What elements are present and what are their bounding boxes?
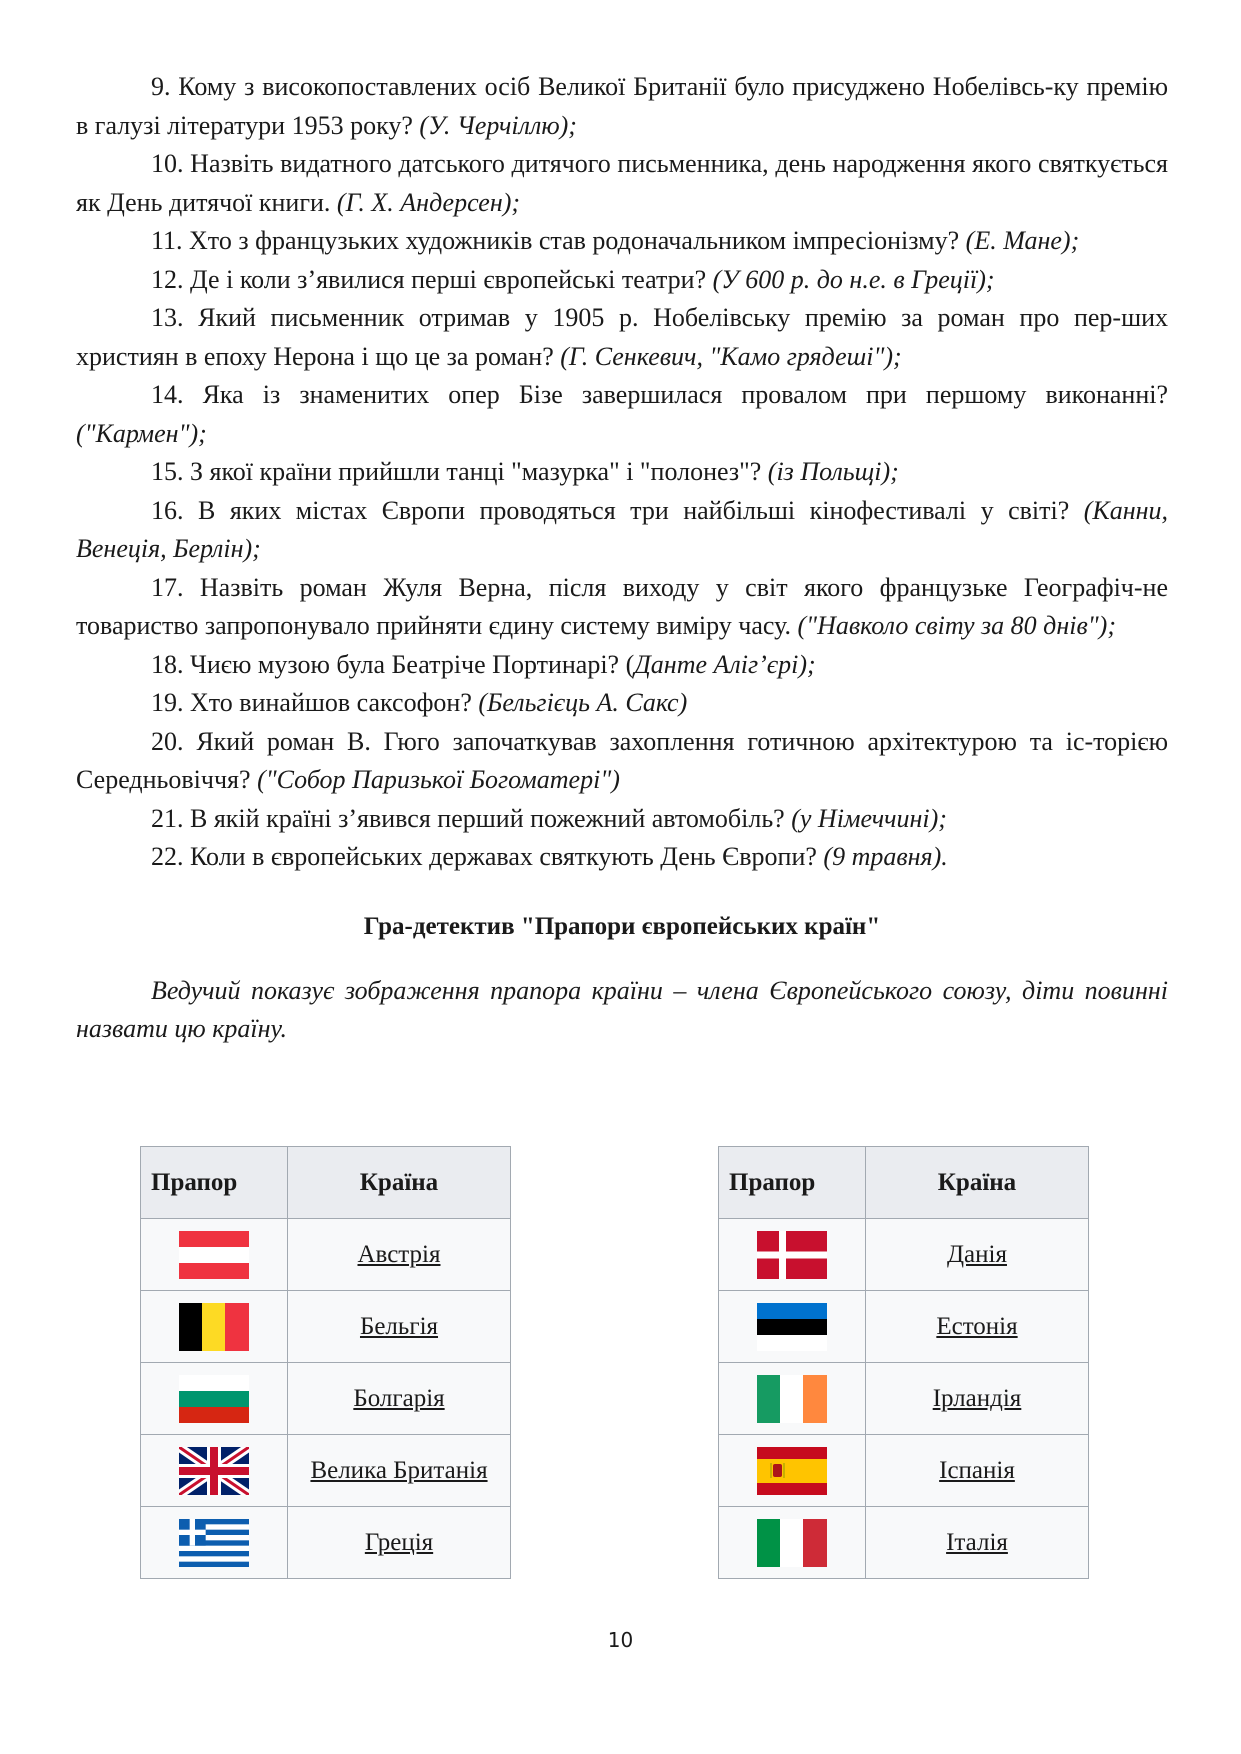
header-country: Країна [288, 1147, 511, 1219]
country-link-uk[interactable]: Велика Британія [310, 1456, 488, 1484]
intro-text: Ведучий показує зображення прапора країни – члена Європейського союзу, діти повинні назвати цю країну. [76, 975, 1168, 1043]
italy-flag [757, 1519, 827, 1567]
question-21: 21. В якій країні з’явився перший пожежний автомобіль? (у Німеччині); [151, 803, 947, 833]
estonia-flag [757, 1303, 827, 1351]
austria-flag [179, 1231, 249, 1279]
country-link-spain[interactable]: Іспанія [939, 1456, 1015, 1484]
question-18: 18. Чиєю музою була Беатріче Портинарі? (Данте Аліг’єрі); [151, 649, 816, 679]
table-row [141, 1219, 511, 1291]
section-heading: Гра-детектив "Прапори європейських країн" [363, 912, 881, 940]
question-20: 20. Який роман В. Гюго започаткував захоплення готичною архітектурою та іс-торією Середньовіччя? ("Собор Паризької Богоматері") [76, 726, 1168, 794]
question-17: 17. Назвіть роман Жуля Верна, після виходу у світ якого французьке Географіч-не товариство запропонувало прийняти єдину систему виміру часу. ("Навколо світу за 80 днів"); [76, 572, 1168, 640]
uk-flag [179, 1447, 249, 1495]
header-flag: Прапор [719, 1147, 866, 1219]
country-link-ireland[interactable]: Ірландія [932, 1384, 1022, 1412]
page-number: 10 [607, 1628, 634, 1652]
country-link-denmark[interactable]: Данія [947, 1240, 1007, 1268]
flags-table-right [718, 1146, 1089, 1579]
question-16: 16. В яких містах Європи проводяться три найбільші кінофестивалі у світі? (Канни, Венеція, Берлін); [76, 495, 1168, 563]
country-link-italy[interactable]: Італія [946, 1528, 1008, 1556]
denmark-flag [757, 1231, 827, 1279]
bulgaria-flag [179, 1375, 249, 1423]
belgium-flag [179, 1303, 249, 1351]
table-row [719, 1435, 1089, 1507]
question-15: 15. З якої країни прийшли танці "мазурка" і "полонез"? (із Польщі); [151, 457, 899, 486]
question-9: 9. Кому з високопоставлених осіб Великої Британії було присуджено Нобелівсь-ку премію в галузі літератури 1953 року? (У. Черчіллю); [76, 72, 1168, 140]
country-link-greece[interactable]: Греція [364, 1528, 434, 1556]
question-11: 11. Хто з французьких художників став родоначальником імпресіонізму? (Е. Мане); [151, 226, 1080, 255]
table-row [141, 1435, 511, 1507]
table-header-row [141, 1147, 511, 1219]
country-link-austria[interactable]: Австрія [357, 1240, 441, 1268]
table-row [141, 1507, 511, 1579]
header-country: Країна [866, 1147, 1089, 1219]
table-row [719, 1363, 1089, 1435]
question-19: 19. Хто винайшов саксофон? (Бельгієць А. Сакс) [151, 688, 688, 717]
table-row [719, 1507, 1089, 1579]
question-13: 13. Який письменник отримав у 1905 р. Нобелівську премію за роман про пер-ших християн в епоху Нерона і що це за роман? (Г. Сенкевич, "Камо грядеші"); [76, 303, 1168, 371]
question-12: 12. Де і коли з’явилися перші європейські театри? (У 600 р. до н.е. в Греції); [151, 264, 995, 294]
table-row [141, 1291, 511, 1363]
question-22: 22. Коли в європейських державах святкують День Європи? (9 травня). [151, 842, 948, 871]
greece-flag [179, 1519, 249, 1567]
spain-flag [757, 1447, 827, 1495]
question-10: 10. Назвіть видатного датського дитячого письменника, день народження якого святкується як День дитячої книги. (Г. Х. Андерсен); [76, 149, 1168, 217]
country-link-bulgaria[interactable]: Болгарія [353, 1384, 445, 1412]
country-link-belgium[interactable]: Бельгія [359, 1312, 439, 1340]
table-row [719, 1219, 1089, 1291]
ireland-flag [757, 1375, 827, 1423]
table-row [719, 1291, 1089, 1363]
page-content [76, 68, 1168, 1049]
country-link-estonia[interactable]: Естонія [936, 1312, 1018, 1340]
table-row [141, 1363, 511, 1435]
question-14: 14. Яка із знаменитих опер Бізе завершилася провалом при першому виконанні? ("Кармен"); [76, 380, 1168, 448]
table-header-row [719, 1147, 1089, 1219]
header-flag: Прапор [141, 1147, 288, 1219]
flags-table-left [140, 1146, 511, 1579]
